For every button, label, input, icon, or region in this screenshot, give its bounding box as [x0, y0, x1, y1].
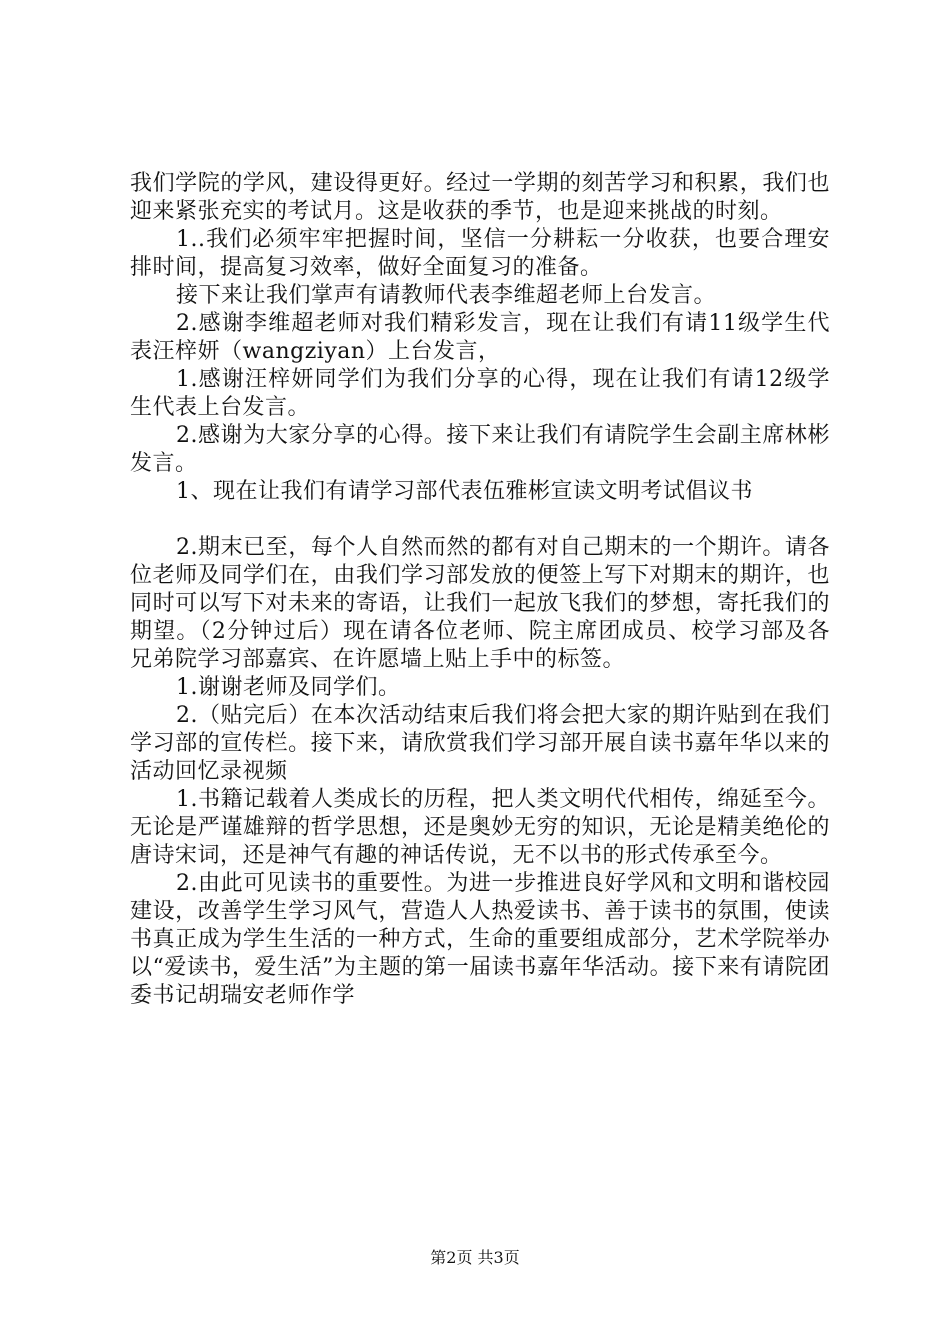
paragraph-12: 2.由此可见读书的重要性。为进一步推进良好学风和文明和谐校园建设，改善学生学习风气，营造人人热爱读书、善于读书的氛围，使读书真正成为学生生活的一种方式，生命的重要组成部分，艺术学院举办以“爱读书，爱生活”为主题的第一届读书嘉年华活动。接下来有请院团委书记胡瑞安老师作学	[130, 871, 830, 1008]
paragraph-11: 1.书籍记载着人类成长的历程，把人类文明代代相传，绵延至今。无论是严谨雄辩的哲学思想，还是奥妙无穷的知识，无论是精美绝伦的唐诗宋词，还是神气有趣的神话传说，无不以书的形式传承至今。	[130, 787, 830, 868]
paragraph-3: 接下来让我们掌声有请教师代表李维超老师上台发言。	[176, 283, 717, 308]
document-body	[130, 170, 830, 1010]
paragraph-6: 2.感谢为大家分享的心得。接下来让我们有请院学生会副主席林彬发言。	[130, 423, 830, 476]
page-footer: 第2页 共3页	[430, 1248, 520, 1267]
paragraph-1: 我们学院的学风，建设得更好。经过一学期的刻苦学习和积累，我们也迎来紧张充实的考试月。这是收获的季节，也是迎来挑战的时刻。	[130, 171, 830, 224]
paragraph-9: 1.谢谢老师及同学们。	[176, 675, 401, 700]
paragraph-10: 2.（贴完后）在本次活动结束后我们将会把大家的期许贴到在我们学习部的宣传栏。接下来，请欣赏我们学习部开展自读书嘉年华以来的活动回忆录视频	[130, 703, 830, 784]
paragraph-4: 2.感谢李维超老师对我们精彩发言，现在让我们有请11级学生代表汪梓妍（wangziyan）上台发言，	[130, 311, 830, 364]
paragraph-2: 1..我们必须牢牢把握时间，坚信一分耕耘一分收获，也要合理安排时间，提高复习效率，做好全面复习的准备。	[130, 227, 830, 280]
blank-line	[130, 506, 830, 534]
paragraph-7: 1、现在让我们有请学习部代表伍雅彬宣读文明考试倡议书	[176, 479, 753, 504]
paragraph-5: 1.感谢汪梓妍同学们为我们分享的心得，现在让我们有请12级学生代表上台发言。	[130, 367, 830, 420]
paragraph-8: 2.期末已至，每个人自然而然的都有对自己期末的一个期许。请各位老师及同学们在，由我们学习部发放的便签上写下对期末的期许，也同时可以写下对未来的寄语，让我们一起放飞我们的梦想，寄托我们的期望。（2分钟过后）现在请各位老师、院主席团成员、校学习部及各兄弟院学习部嘉宾、在许愿墙上贴上手中的标签。	[130, 535, 830, 672]
